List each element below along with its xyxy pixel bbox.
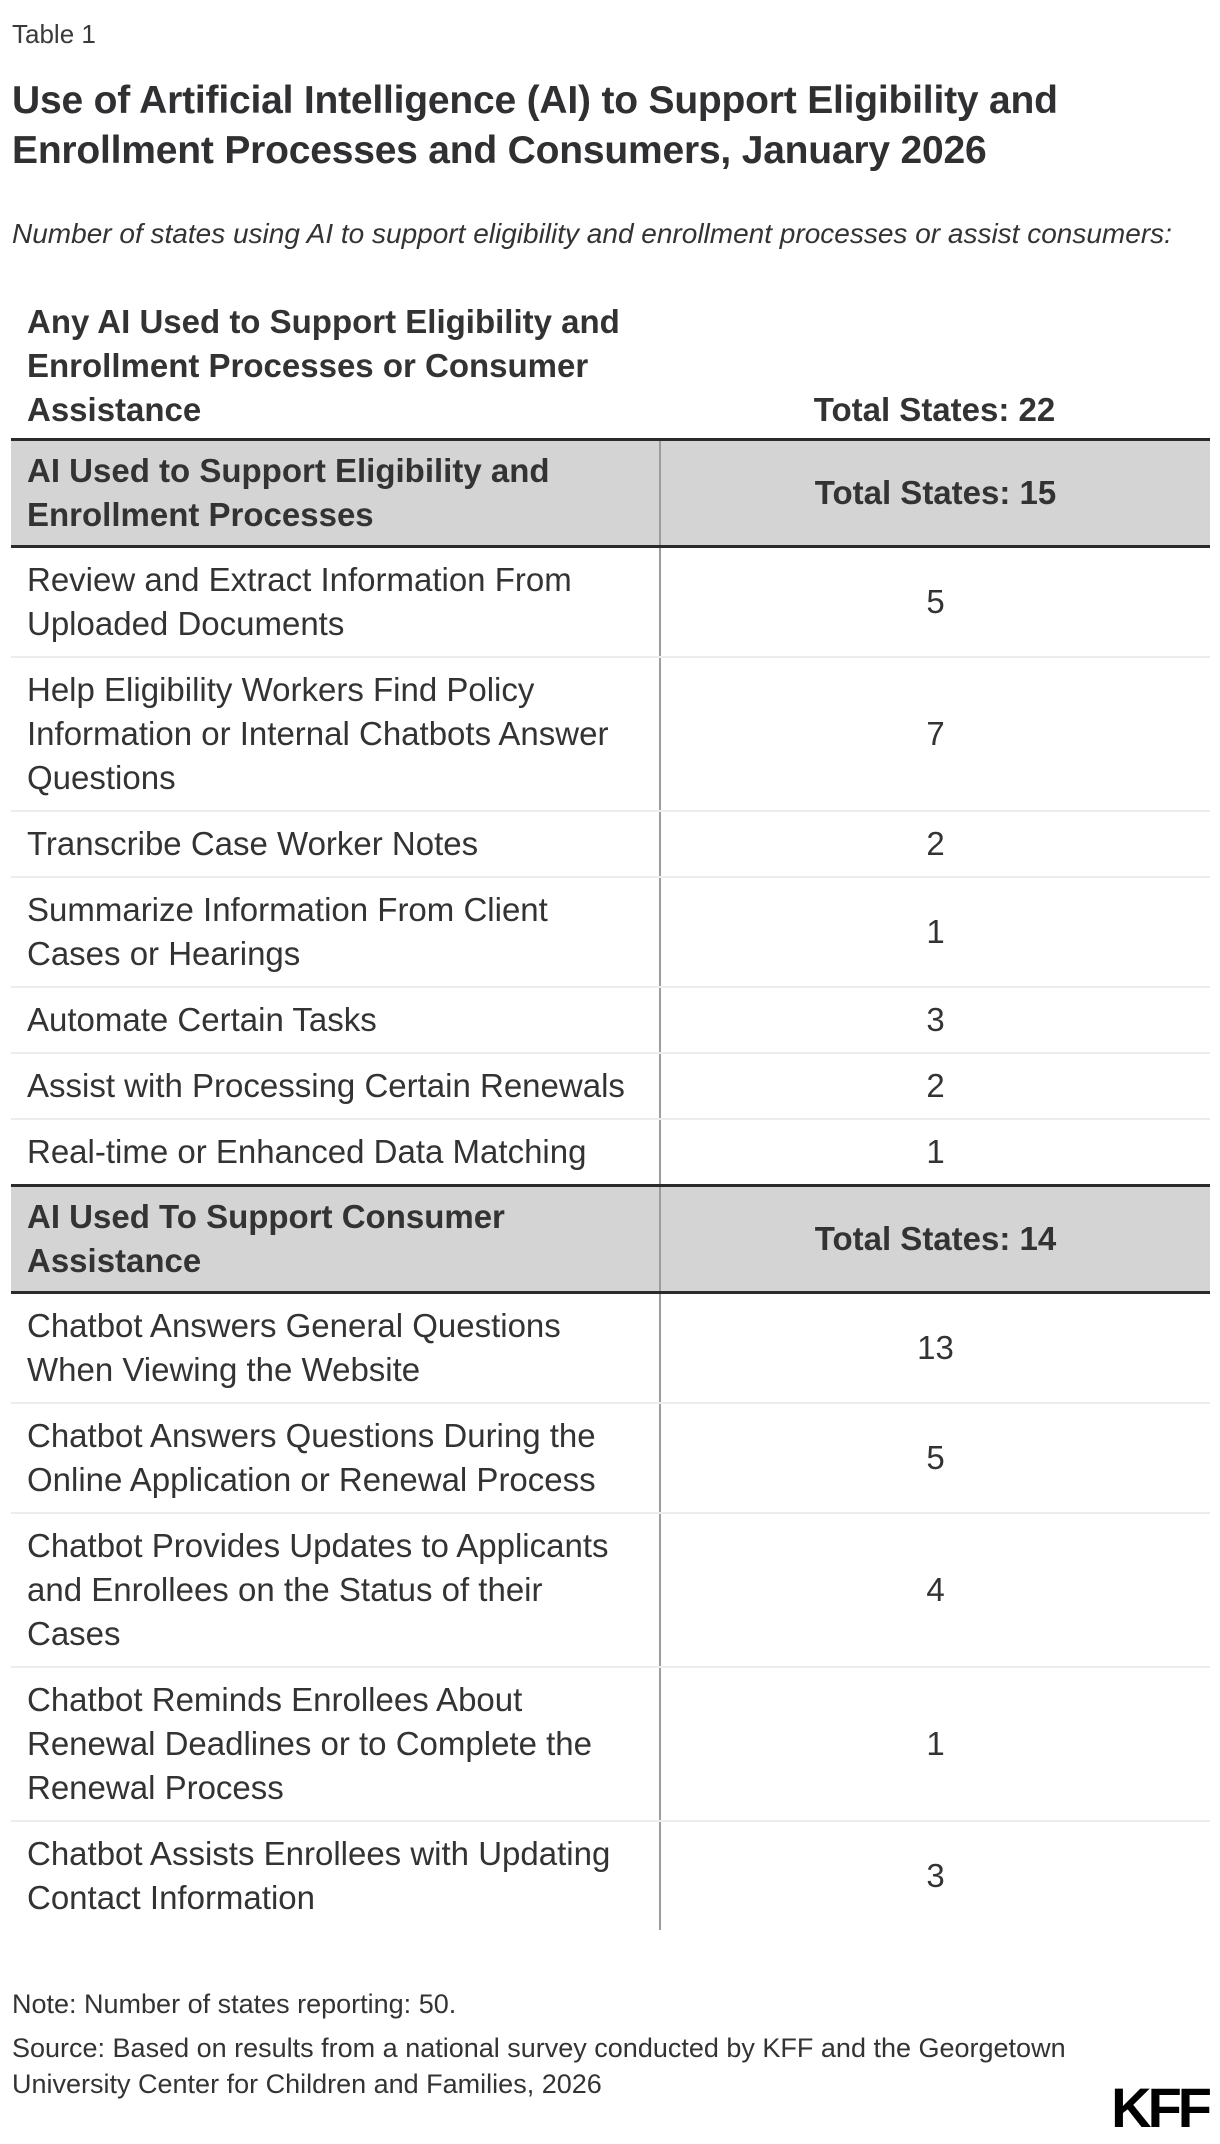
row-value: 1 <box>659 878 1210 986</box>
row-label: Real-time or Enhanced Data Matching <box>27 1133 587 1170</box>
row-value: 1 <box>659 1120 1210 1184</box>
row-value: 3 <box>659 988 1210 1052</box>
row-label: Chatbot Answers Questions During the Online Application or Renewal Process <box>27 1417 596 1498</box>
section-header-eligibility-enrollment <box>11 438 1210 548</box>
table-row <box>11 1054 1210 1120</box>
summary-row <box>11 300 1210 438</box>
table-row <box>11 548 1210 658</box>
table-row <box>11 1822 1210 1930</box>
row-label: Review and Extract Information From Uploaded Documents <box>27 561 572 642</box>
summary-total-states: Total States: 22 <box>813 391 1056 428</box>
row-label: Assist with Processing Certain Renewals <box>27 1067 625 1104</box>
figure-footer <box>12 1986 1210 2102</box>
row-label: Chatbot Assists Enrollees with Updating Contact Information <box>27 1835 611 1916</box>
table-row <box>11 1120 1210 1184</box>
table-row <box>11 878 1210 988</box>
row-value: 4 <box>659 1514 1210 1666</box>
summary-label: Any AI Used to Support Eligibility and Enrollment Processes or Consumer Assistance <box>27 303 620 428</box>
section-rows-eligibility-enrollment <box>11 548 1210 1184</box>
data-table <box>11 300 1210 1930</box>
table-row <box>11 1514 1210 1668</box>
section-total-states: Total States: 14 <box>659 1187 1210 1291</box>
table-number-label: Table 1 <box>12 19 96 49</box>
row-label: Chatbot Reminds Enrollees About Renewal Deadlines or to Complete the Renewal Process <box>27 1681 592 1806</box>
table-row <box>11 1668 1210 1822</box>
table-row <box>11 1404 1210 1514</box>
row-value: 5 <box>659 1404 1210 1512</box>
row-value: 13 <box>659 1294 1210 1402</box>
table-row <box>11 1294 1210 1404</box>
section-header-label: AI Used To Support Consumer Assistance <box>27 1198 505 1279</box>
row-label: Chatbot Provides Updates to Applicants and Enrollees on the Status of their Cases <box>27 1527 609 1652</box>
note-text: Note: Number of states reporting: 50. <box>12 1989 457 2019</box>
row-label: Help Eligibility Workers Find Policy Information or Internal Chatbots Answer Questions <box>27 671 609 796</box>
table-row <box>11 658 1210 812</box>
figure-subtitle: Number of states using AI to support eligibility and enrollment processes or assist consumers: <box>12 218 1172 249</box>
source-text: Source: Based on results from a national survey conducted by KFF and the Georgetown University Center for Children and Families, 2026 <box>12 2033 1066 2099</box>
row-value: 2 <box>659 1054 1210 1118</box>
row-label: Summarize Information From Client Cases or Hearings <box>27 891 548 972</box>
section-total-states: Total States: 15 <box>659 441 1210 545</box>
row-value: 1 <box>659 1668 1210 1820</box>
table-row <box>11 812 1210 878</box>
row-value: 7 <box>659 658 1210 810</box>
row-label: Transcribe Case Worker Notes <box>27 825 479 862</box>
figure-title: Use of Artificial Intelligence (AI) to Support Eligibility and Enrollment Processes and Consumers, January 2026 <box>12 79 1058 172</box>
kff-logo: KFF <box>1111 2076 1208 2139</box>
row-value: 5 <box>659 548 1210 656</box>
table-row <box>11 988 1210 1054</box>
section-header-consumer-assistance <box>11 1184 1210 1294</box>
section-rows-consumer-assistance <box>11 1294 1210 1930</box>
section-header-label: AI Used to Support Eligibility and Enrollment Processes <box>27 452 550 533</box>
row-value: 3 <box>659 1822 1210 1930</box>
row-value: 2 <box>659 812 1210 876</box>
row-label: Automate Certain Tasks <box>27 1001 377 1038</box>
row-label: Chatbot Answers General Questions When Viewing the Website <box>27 1307 561 1388</box>
